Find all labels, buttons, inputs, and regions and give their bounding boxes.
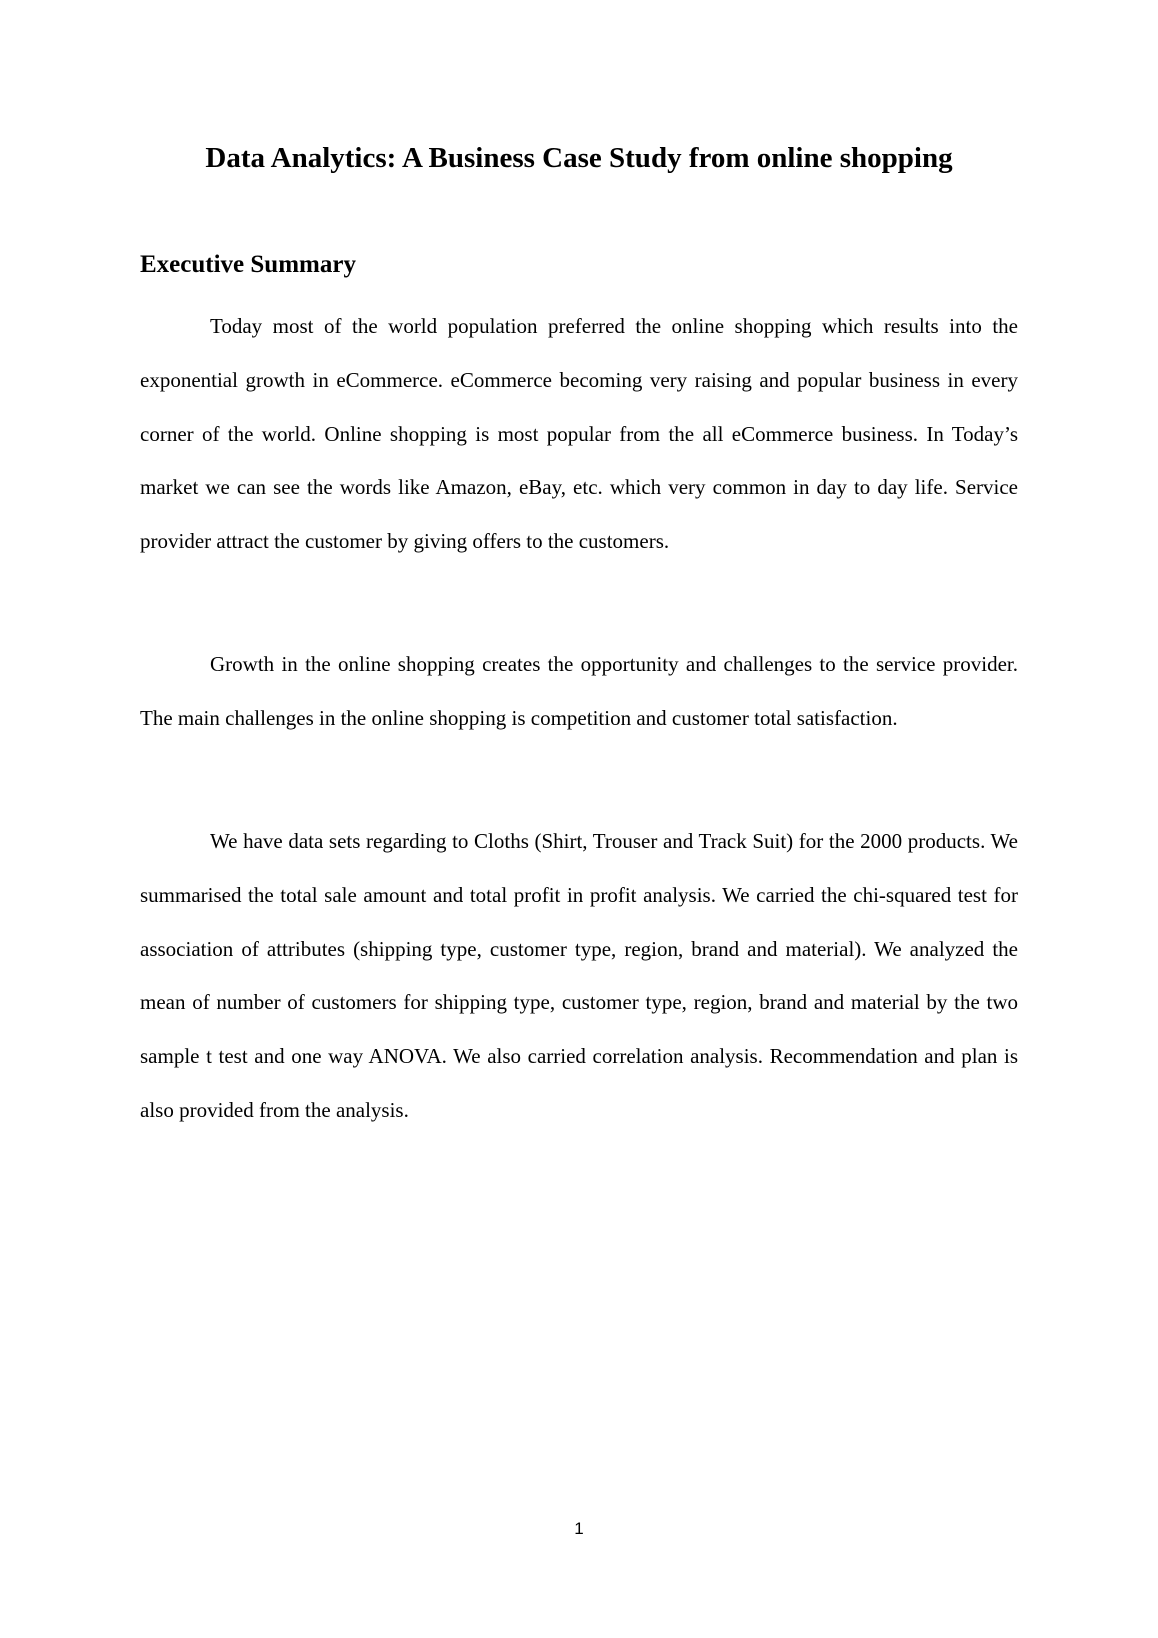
- page-number: 1: [574, 1519, 584, 1538]
- document-title: Data Analytics: A Business Case Study from online shopping: [205, 142, 953, 174]
- body-paragraph: Today most of the world population preferred the online shopping which results into the exponential growth in eCommerce. eCommerce becoming very raising and popular business in every corner of the world. Online shopping is most popular from the all eCommerce business. In Today’s market we can see the words like Amazon, eBay, etc. which very common in day to day life. Service provider attract the customer by giving offers to the customers.: [140, 314, 1018, 554]
- body-paragraph: Growth in the online shopping creates the opportunity and challenges to the service provider. The main challenges in the online shopping is competition and customer total satisfaction.: [140, 652, 1018, 730]
- section-heading-executive-summary: Executive Summary: [140, 251, 356, 278]
- body-paragraph: We have data sets regarding to Cloths (Shirt, Trouser and Track Suit) for the 2000 products. We summarised the total sale amount and total profit in profit analysis. We carried the chi-squared test for association of attributes (shipping type, customer type, region, brand and material). We analyzed the mean of number of customers for shipping type, customer type, region, brand and material by the two sample t test and one way ANOVA. We also carried correlation analysis. Recommendation and plan is also provided from the analysis.: [140, 829, 1018, 1122]
